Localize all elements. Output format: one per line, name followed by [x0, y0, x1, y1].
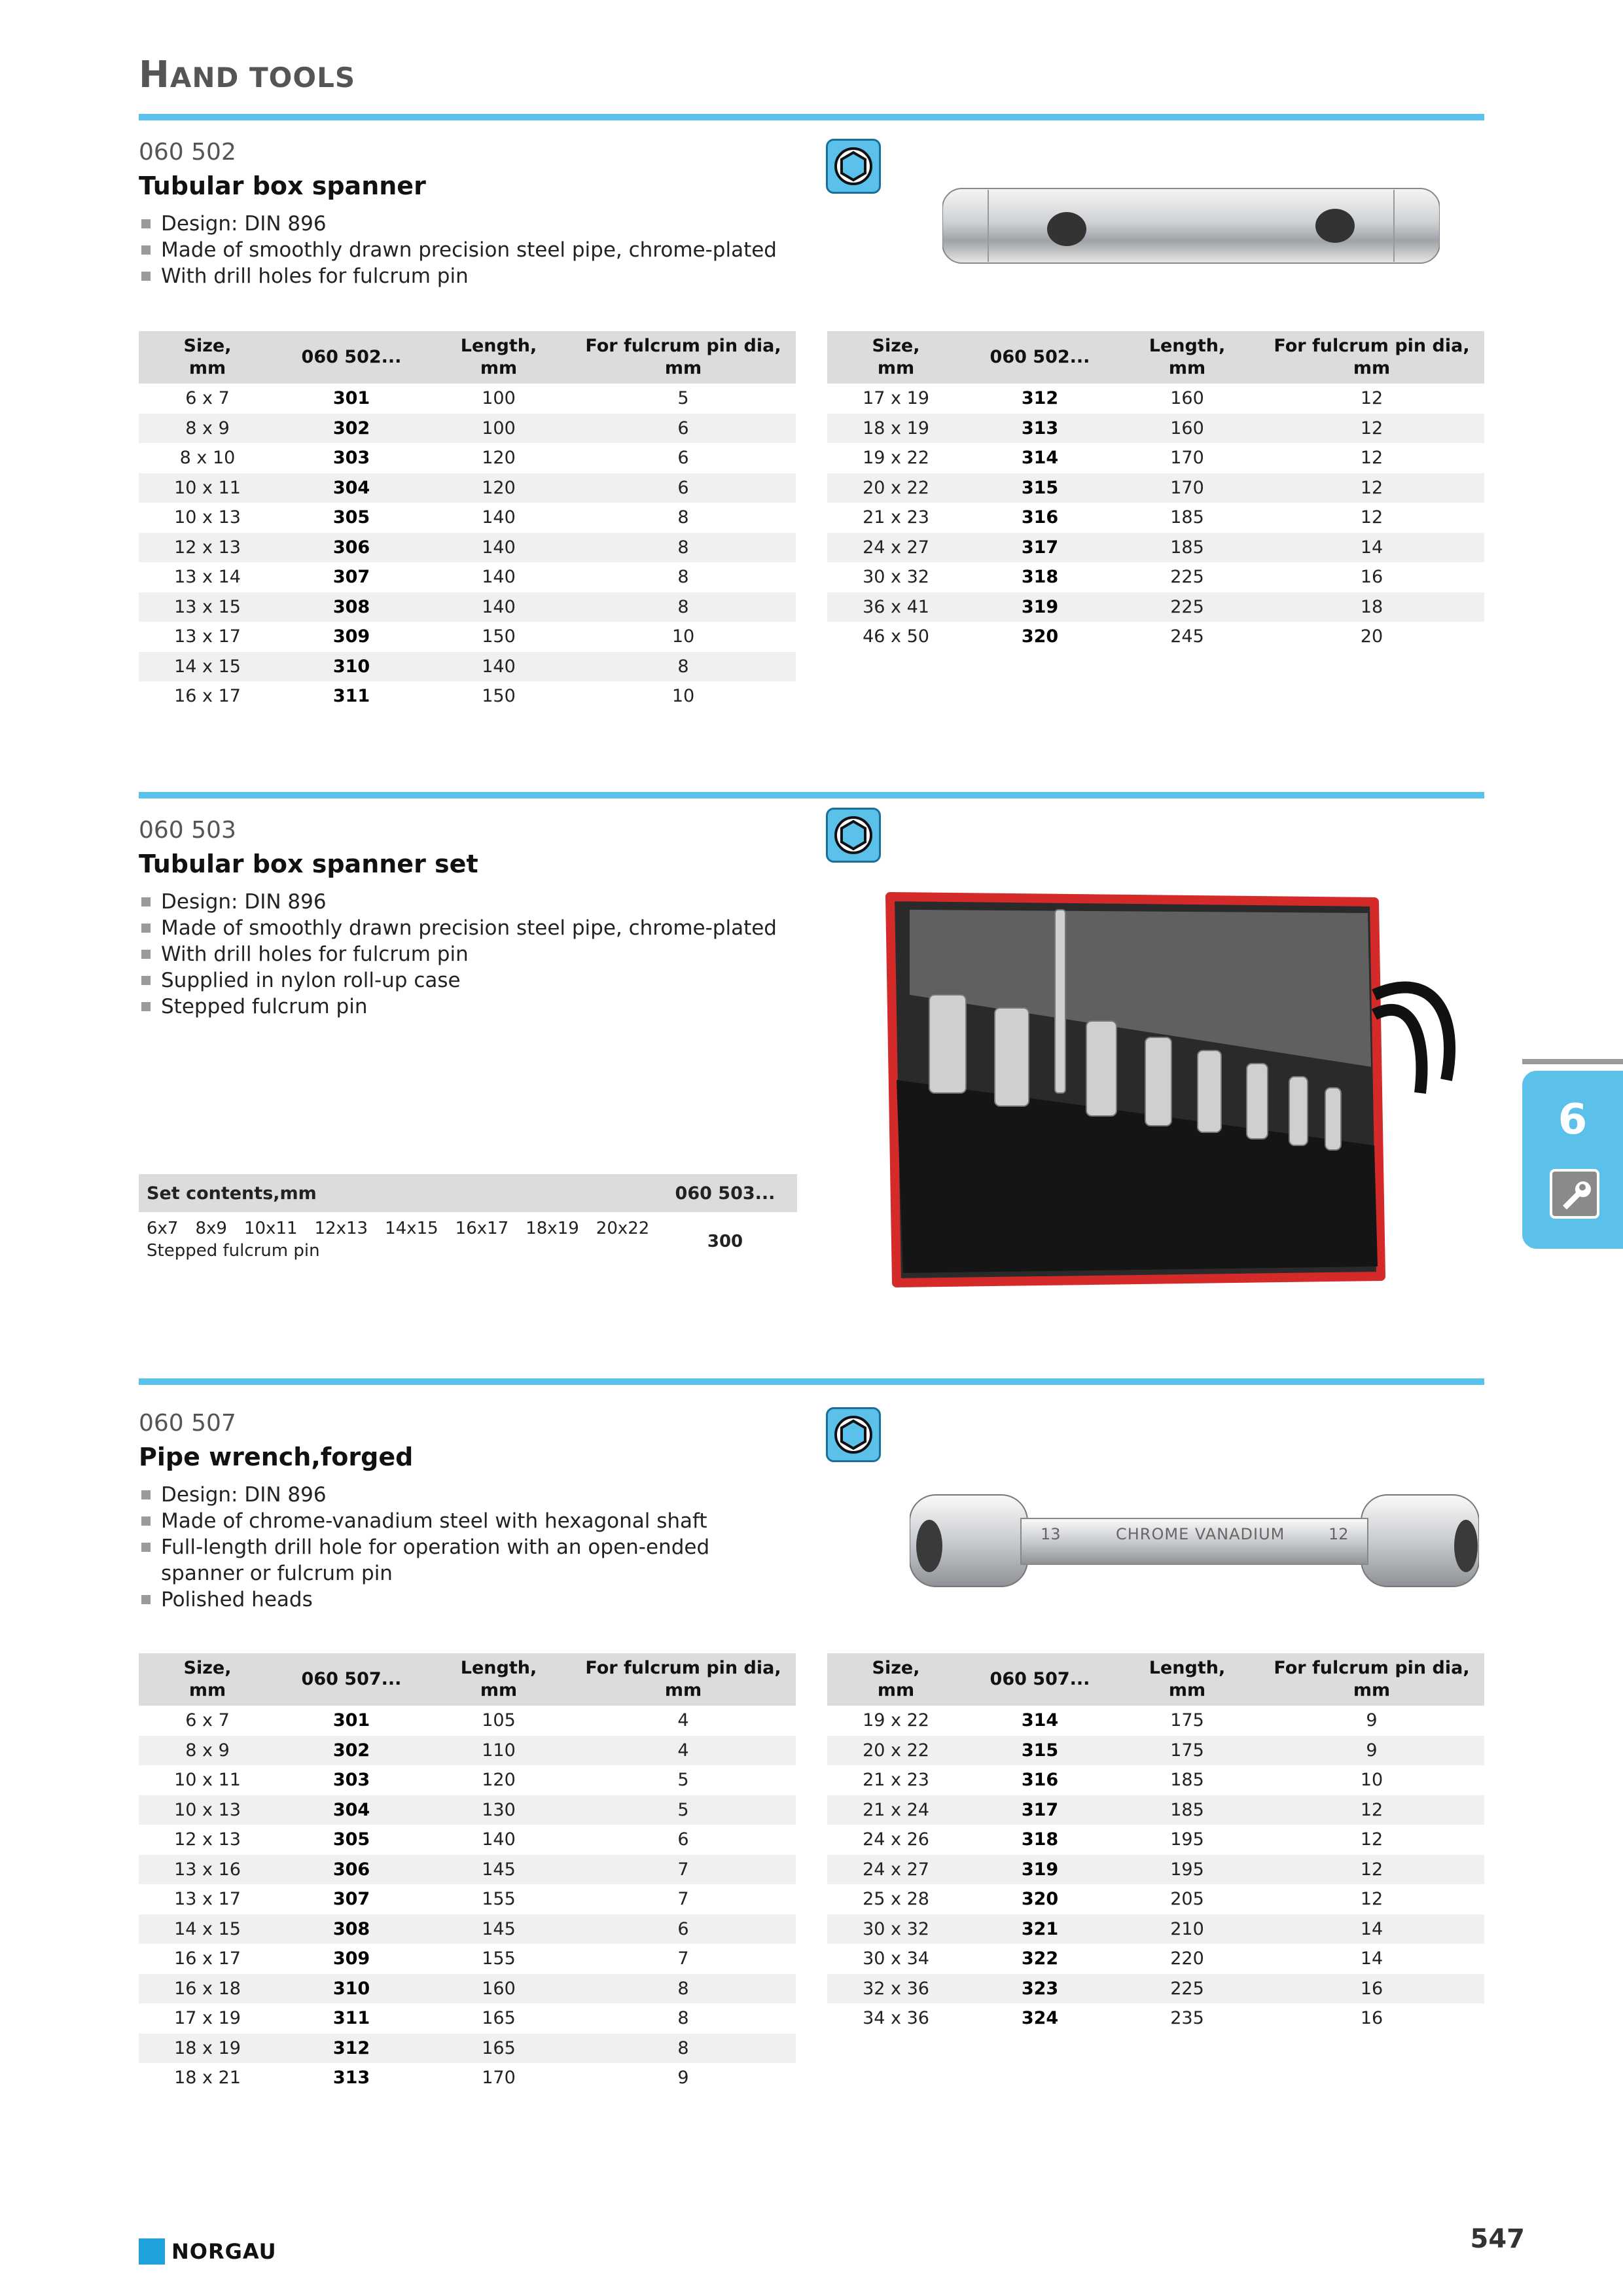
- cell-article: 320: [1021, 626, 1059, 647]
- cell-size: 20 x 22: [827, 1736, 965, 1766]
- cell-article: 321: [965, 1914, 1115, 1945]
- cell-length: 150: [482, 626, 516, 647]
- feature-item: Design: DIN 896: [139, 211, 793, 237]
- set-size: 18x19: [526, 1219, 579, 1238]
- cell-length: 205: [1170, 1889, 1204, 1910]
- cell-pin: 6: [571, 473, 796, 503]
- feature-list: [139, 211, 793, 289]
- cell-article: 308: [276, 592, 427, 622]
- cell-size: 17 x 19: [174, 2008, 241, 2029]
- col-article: 060 502...: [965, 331, 1115, 384]
- cell-pin: 8: [677, 567, 689, 588]
- wrench-marking: CHROME VANADIUM: [1116, 1525, 1285, 1543]
- feature-list: [139, 1482, 793, 1613]
- cell-pin: 4: [677, 1710, 689, 1731]
- feature-item: Design: DIN 896: [139, 889, 793, 915]
- col-pin: For fulcrum pin dia, mm: [1259, 331, 1484, 384]
- col-length: Length, mm: [427, 1653, 571, 1706]
- table-row: [139, 622, 796, 652]
- set-size: 14x15: [385, 1219, 438, 1238]
- cell-length: 185: [1115, 533, 1259, 563]
- table-row: [139, 1855, 796, 1885]
- cell-length: 140: [427, 533, 571, 563]
- cell-size: 10 x 11: [174, 1770, 241, 1791]
- cell-length: 140: [482, 507, 516, 528]
- table-row: [827, 1944, 1484, 1974]
- cell-pin: 12: [1259, 414, 1484, 444]
- cell-article: 316: [1021, 1770, 1059, 1791]
- cell-pin: 14: [1259, 533, 1484, 563]
- brand-name: NORGAU: [171, 2239, 277, 2264]
- cell-article: 303: [332, 448, 370, 469]
- cell-article: 317: [965, 533, 1115, 563]
- cell-length: 185: [1170, 1770, 1204, 1791]
- cell-length: 185: [1115, 1795, 1259, 1825]
- set-size: 16x17: [455, 1219, 509, 1238]
- cell-length: 220: [1170, 1948, 1204, 1969]
- col-article: 060 507...: [965, 1653, 1115, 1706]
- set-contents-header: Set contents,mm: [147, 1183, 317, 1204]
- cell-length: 160: [1115, 414, 1259, 444]
- cell-size: 6 x 7: [185, 1710, 230, 1731]
- cell-length: 105: [482, 1710, 516, 1731]
- cell-size: 13 x 17: [174, 626, 241, 647]
- cell-pin: 10: [671, 626, 695, 647]
- cell-pin: 6: [677, 448, 689, 469]
- cell-article: 323: [965, 1974, 1115, 2004]
- cell-size: 19 x 22: [863, 1710, 929, 1731]
- hex-socket-icon: [826, 1407, 881, 1462]
- cell-pin: 8: [677, 2008, 689, 2029]
- feature-list: [139, 889, 793, 1020]
- cell-length: 160: [1170, 388, 1204, 409]
- table-row: [139, 414, 796, 444]
- cell-pin: 14: [1360, 1948, 1383, 1969]
- col-length: Length, mm: [1115, 331, 1259, 384]
- table-row: [139, 533, 796, 563]
- cell-pin: 5: [677, 1770, 689, 1791]
- col-article: 060 502...: [276, 331, 427, 384]
- cell-article: 305: [332, 1829, 370, 1850]
- cell-pin: 12: [1360, 448, 1383, 469]
- table-row: [139, 2063, 796, 2093]
- table-row: [139, 562, 796, 592]
- cell-size: 10 x 13: [139, 1795, 276, 1825]
- cell-length: 140: [427, 652, 571, 682]
- cell-length: 160: [427, 1974, 571, 2004]
- hex-socket-icon: [826, 139, 881, 194]
- cell-article: 314: [1021, 1710, 1059, 1731]
- spanner-set-case-image: [870, 884, 1472, 1289]
- cell-pin: 10: [671, 686, 695, 707]
- cell-length: 155: [482, 1889, 516, 1910]
- cell-length: 175: [1170, 1710, 1204, 1731]
- cell-size: 34 x 36: [863, 2008, 929, 2029]
- col-article: 060 507...: [276, 1653, 427, 1706]
- set-size: 20x22: [596, 1219, 650, 1238]
- cell-article: 318: [1021, 567, 1059, 588]
- table-row: [139, 384, 796, 414]
- col-size: Size, mm: [139, 1653, 276, 1706]
- cell-pin: 12: [1360, 507, 1383, 528]
- product-title: Pipe wrench,forged: [139, 1443, 414, 1471]
- cell-length: 210: [1115, 1914, 1259, 1945]
- feature-item: Polished heads: [139, 1587, 793, 1613]
- brand-logo: [139, 2238, 277, 2265]
- header-rule: [139, 114, 1484, 120]
- table-row: [827, 1825, 1484, 1855]
- feature-item: Stepped fulcrum pin: [139, 994, 793, 1020]
- section-rule: [139, 792, 1484, 798]
- cell-article: 306: [276, 1855, 427, 1885]
- table-row: [827, 1795, 1484, 1825]
- cell-size: 46 x 50: [863, 626, 929, 647]
- table-row: [827, 562, 1484, 592]
- set-size: 12x13: [314, 1219, 368, 1238]
- cell-article: 307: [332, 567, 370, 588]
- table-row: [139, 592, 796, 622]
- cell-pin: 8: [571, 592, 796, 622]
- cell-pin: 8: [571, 2034, 796, 2064]
- chapter-number: 6: [1558, 1096, 1588, 1144]
- col-size: Size, mm: [139, 331, 276, 384]
- cell-article: 319: [965, 1855, 1115, 1885]
- cell-article: 311: [332, 686, 370, 707]
- cell-length: 120: [427, 473, 571, 503]
- cell-size: 20 x 22: [827, 473, 965, 503]
- table-row: [139, 1706, 796, 1736]
- cell-size: 36 x 41: [827, 592, 965, 622]
- cell-pin: 7: [677, 1889, 689, 1910]
- table-row: [827, 1914, 1484, 1945]
- feature-item: Full-length drill hole for operation with an open-ended spanner or fulcrum pin: [139, 1534, 793, 1587]
- table-row: [827, 533, 1484, 563]
- set-article-header: 060 503...: [675, 1183, 776, 1204]
- cell-size: 16 x 17: [174, 686, 241, 707]
- cell-pin: 18: [1259, 592, 1484, 622]
- feature-item: Design: DIN 896: [139, 1482, 793, 1508]
- cell-pin: 12: [1360, 1829, 1383, 1850]
- cell-length: 175: [1115, 1736, 1259, 1766]
- cell-pin: 6: [677, 1829, 689, 1850]
- cell-pin: 6: [571, 414, 796, 444]
- cell-article: 310: [276, 652, 427, 682]
- product-title: Tubular box spanner: [139, 171, 426, 200]
- cell-pin: 16: [1360, 2008, 1383, 2029]
- spec-table-right: [827, 331, 1484, 652]
- cell-length: 170: [1115, 473, 1259, 503]
- wrench-size-left: 13: [1041, 1525, 1061, 1543]
- col-pin: For fulcrum pin dia, mm: [1259, 1653, 1484, 1706]
- cell-size: 13 x 14: [174, 567, 241, 588]
- cell-size: 32 x 36: [827, 1974, 965, 2004]
- cell-length: 110: [427, 1736, 571, 1766]
- cell-length: 130: [427, 1795, 571, 1825]
- feature-item: With drill holes for fulcrum pin: [139, 941, 793, 967]
- wrench-size-right: 12: [1329, 1525, 1349, 1543]
- spec-table-left: [139, 331, 796, 711]
- cell-pin: 5: [677, 388, 689, 409]
- table-row: [139, 1974, 796, 2004]
- cell-size: 24 x 27: [827, 533, 965, 563]
- page-title: HAND TOOLS: [139, 54, 356, 96]
- cell-size: 16 x 17: [174, 1948, 241, 1969]
- cell-size: 10 x 11: [139, 473, 276, 503]
- cell-length: 195: [1115, 1855, 1259, 1885]
- cell-article: 307: [332, 1889, 370, 1910]
- set-size: 10x11: [243, 1219, 298, 1238]
- cell-length: 140: [427, 592, 571, 622]
- cell-pin: 8: [677, 507, 689, 528]
- feature-item: Made of chrome-vanadium steel with hexagonal shaft: [139, 1508, 793, 1534]
- cell-size: 18 x 19: [827, 414, 965, 444]
- cell-size: 10 x 13: [174, 507, 241, 528]
- cell-article: 309: [332, 1948, 370, 1969]
- cell-article: 315: [965, 473, 1115, 503]
- set-size-list: [147, 1219, 653, 1238]
- brand-square-icon: [139, 2238, 165, 2265]
- cell-pin: 10: [1360, 1770, 1383, 1791]
- cell-size: 12 x 13: [139, 533, 276, 563]
- cell-length: 225: [1115, 592, 1259, 622]
- cell-pin: 9: [1366, 1710, 1378, 1731]
- section-rule: [139, 1378, 1484, 1385]
- cell-size: 14 x 15: [139, 652, 276, 682]
- table-row: [139, 652, 796, 682]
- set-contents-table: [139, 1174, 797, 1261]
- cell-size: 24 x 26: [863, 1829, 929, 1850]
- cell-pin: 7: [677, 1948, 689, 1969]
- cell-article: 312: [276, 2034, 427, 2064]
- cell-size: 18 x 21: [174, 2068, 241, 2089]
- cell-pin: 14: [1259, 1914, 1484, 1945]
- cell-pin: 8: [571, 1974, 796, 2004]
- table-row: [139, 443, 796, 473]
- cell-pin: 12: [1259, 473, 1484, 503]
- cell-pin: 9: [677, 2068, 689, 2089]
- cell-size: 24 x 27: [827, 1855, 965, 1885]
- cell-article: 304: [276, 1795, 427, 1825]
- cell-length: 195: [1170, 1829, 1204, 1850]
- feature-item: Supplied in nylon roll-up case: [139, 967, 793, 994]
- table-row: [827, 384, 1484, 414]
- pipe-wrench-image: [910, 1492, 1479, 1590]
- table-row: [139, 2034, 796, 2064]
- cell-article: 308: [276, 1914, 427, 1945]
- cell-size: 30 x 32: [827, 1914, 965, 1945]
- cell-length: 225: [1115, 1974, 1259, 2004]
- cell-size: 6 x 7: [185, 388, 230, 409]
- cell-article: 313: [965, 414, 1115, 444]
- table-row: [827, 443, 1484, 473]
- cell-article: 304: [276, 473, 427, 503]
- table-row: [139, 503, 796, 533]
- table-row: [827, 1884, 1484, 1914]
- col-size: Size, mm: [827, 331, 965, 384]
- cell-size: 21 x 23: [863, 507, 929, 528]
- wrench-icon: [1550, 1169, 1599, 1219]
- table-row: [827, 503, 1484, 533]
- cell-length: 165: [427, 2034, 571, 2064]
- col-pin: For fulcrum pin dia, mm: [571, 331, 796, 384]
- cell-length: 165: [482, 2008, 516, 2029]
- page-number: 547: [1470, 2224, 1525, 2254]
- cell-article: 303: [332, 1770, 370, 1791]
- cell-size: 30 x 32: [863, 567, 929, 588]
- tubular-spanner-image: [942, 177, 1440, 275]
- cell-length: 150: [482, 686, 516, 707]
- cell-article: 311: [332, 2008, 370, 2029]
- cell-length: 225: [1170, 567, 1204, 588]
- cell-size: 25 x 28: [863, 1889, 929, 1910]
- cell-article: 302: [276, 414, 427, 444]
- table-row: [827, 1736, 1484, 1766]
- table-row: [827, 473, 1484, 503]
- cell-pin: 12: [1259, 1795, 1484, 1825]
- hex-socket-icon: [826, 808, 881, 863]
- table-row: [827, 1706, 1484, 1736]
- cell-size: 13 x 15: [139, 592, 276, 622]
- cell-length: 100: [427, 414, 571, 444]
- chapter-tab[interactable]: [1522, 1071, 1623, 1249]
- table-row: [827, 414, 1484, 444]
- cell-length: 100: [482, 388, 516, 409]
- set-article: 300: [707, 1232, 743, 1251]
- product-title: Tubular box spanner set: [139, 850, 478, 878]
- cell-pin: 16: [1360, 567, 1383, 588]
- cell-pin: 8: [571, 533, 796, 563]
- table-row: [827, 1974, 1484, 2004]
- table-row: [139, 2003, 796, 2034]
- cell-length: 245: [1170, 626, 1204, 647]
- product-code: 060 503: [139, 817, 236, 844]
- table-row: [139, 1884, 796, 1914]
- cell-article: 314: [1021, 448, 1059, 469]
- cell-size: 21 x 24: [827, 1795, 965, 1825]
- cell-article: 316: [1021, 507, 1059, 528]
- product-code: 060 507: [139, 1410, 236, 1437]
- table-row: [139, 1736, 796, 1766]
- col-length: Length, mm: [1115, 1653, 1259, 1706]
- cell-length: 145: [427, 1914, 571, 1945]
- chapter-tab-rule: [1522, 1059, 1623, 1064]
- cell-size: 14 x 15: [139, 1914, 276, 1945]
- table-row: [827, 1765, 1484, 1795]
- table-row: [139, 473, 796, 503]
- cell-length: 145: [427, 1855, 571, 1885]
- set-size: 8x9: [195, 1219, 227, 1238]
- table-row: [139, 1914, 796, 1945]
- cell-length: 140: [482, 1829, 516, 1850]
- col-size: Size, mm: [827, 1653, 965, 1706]
- table-row: [139, 1825, 796, 1855]
- cell-article: 302: [276, 1736, 427, 1766]
- cell-pin: 16: [1259, 1974, 1484, 2004]
- cell-article: 305: [332, 507, 370, 528]
- table-row: [827, 2003, 1484, 2034]
- cell-article: 301: [332, 1710, 370, 1731]
- cell-article: 306: [276, 533, 427, 563]
- cell-size: 21 x 23: [863, 1770, 929, 1791]
- cell-length: 155: [482, 1948, 516, 1969]
- cell-article: 309: [332, 626, 370, 647]
- cell-size: 8 x 9: [139, 1736, 276, 1766]
- cell-size: 16 x 18: [139, 1974, 276, 2004]
- cell-length: 120: [482, 448, 516, 469]
- col-length: Length, mm: [427, 331, 571, 384]
- col-pin: For fulcrum pin dia, mm: [571, 1653, 796, 1706]
- cell-size: 13 x 16: [139, 1855, 276, 1885]
- table-row: [139, 1944, 796, 1974]
- cell-pin: 20: [1360, 626, 1383, 647]
- table-row: [139, 681, 796, 711]
- cell-pin: 5: [571, 1795, 796, 1825]
- cell-length: 235: [1170, 2008, 1204, 2029]
- cell-size: 19 x 22: [863, 448, 929, 469]
- product-code: 060 502: [139, 139, 236, 166]
- cell-pin: 4: [571, 1736, 796, 1766]
- cell-size: 30 x 34: [863, 1948, 929, 1969]
- table-row: [827, 592, 1484, 622]
- cell-article: 301: [332, 388, 370, 409]
- cell-pin: 12: [1360, 388, 1383, 409]
- cell-article: 312: [1021, 388, 1059, 409]
- cell-article: 319: [965, 592, 1115, 622]
- cell-length: 170: [1170, 448, 1204, 469]
- feature-item: Made of smoothly drawn precision steel pipe, chrome-plated: [139, 915, 793, 941]
- table-row: [827, 1855, 1484, 1885]
- cell-article: 324: [1021, 2008, 1059, 2029]
- cell-article: 310: [276, 1974, 427, 2004]
- set-size: 6x7: [147, 1219, 179, 1238]
- cell-pin: 6: [571, 1914, 796, 1945]
- cell-pin: 7: [571, 1855, 796, 1885]
- table-row: [139, 1795, 796, 1825]
- cell-pin: 9: [1259, 1736, 1484, 1766]
- feature-item: Made of smoothly drawn precision steel pipe, chrome-plated: [139, 237, 793, 263]
- cell-pin: 12: [1259, 1855, 1484, 1885]
- cell-pin: 12: [1360, 1889, 1383, 1910]
- feature-item: With drill holes for fulcrum pin: [139, 263, 793, 289]
- cell-pin: 8: [571, 652, 796, 682]
- table-row: [139, 1765, 796, 1795]
- cell-size: 12 x 13: [174, 1829, 241, 1850]
- cell-size: 13 x 17: [174, 1889, 241, 1910]
- cell-article: 318: [1021, 1829, 1059, 1850]
- cell-size: 17 x 19: [863, 388, 929, 409]
- spec-table-left: [139, 1653, 796, 2093]
- cell-article: 322: [1021, 1948, 1059, 1969]
- cell-article: 315: [965, 1736, 1115, 1766]
- cell-size: 18 x 19: [139, 2034, 276, 2064]
- cell-length: 120: [482, 1770, 516, 1791]
- cell-article: 320: [1021, 1889, 1059, 1910]
- cell-article: 313: [332, 2068, 370, 2089]
- table-row: [827, 622, 1484, 652]
- cell-size: 8 x 10: [179, 448, 236, 469]
- set-extra-item: Stepped fulcrum pin: [147, 1241, 320, 1261]
- cell-article: 317: [965, 1795, 1115, 1825]
- cell-length: 140: [482, 567, 516, 588]
- cell-size: 8 x 9: [139, 414, 276, 444]
- spec-table-right: [827, 1653, 1484, 2034]
- cell-length: 170: [482, 2068, 516, 2089]
- cell-length: 185: [1170, 507, 1204, 528]
